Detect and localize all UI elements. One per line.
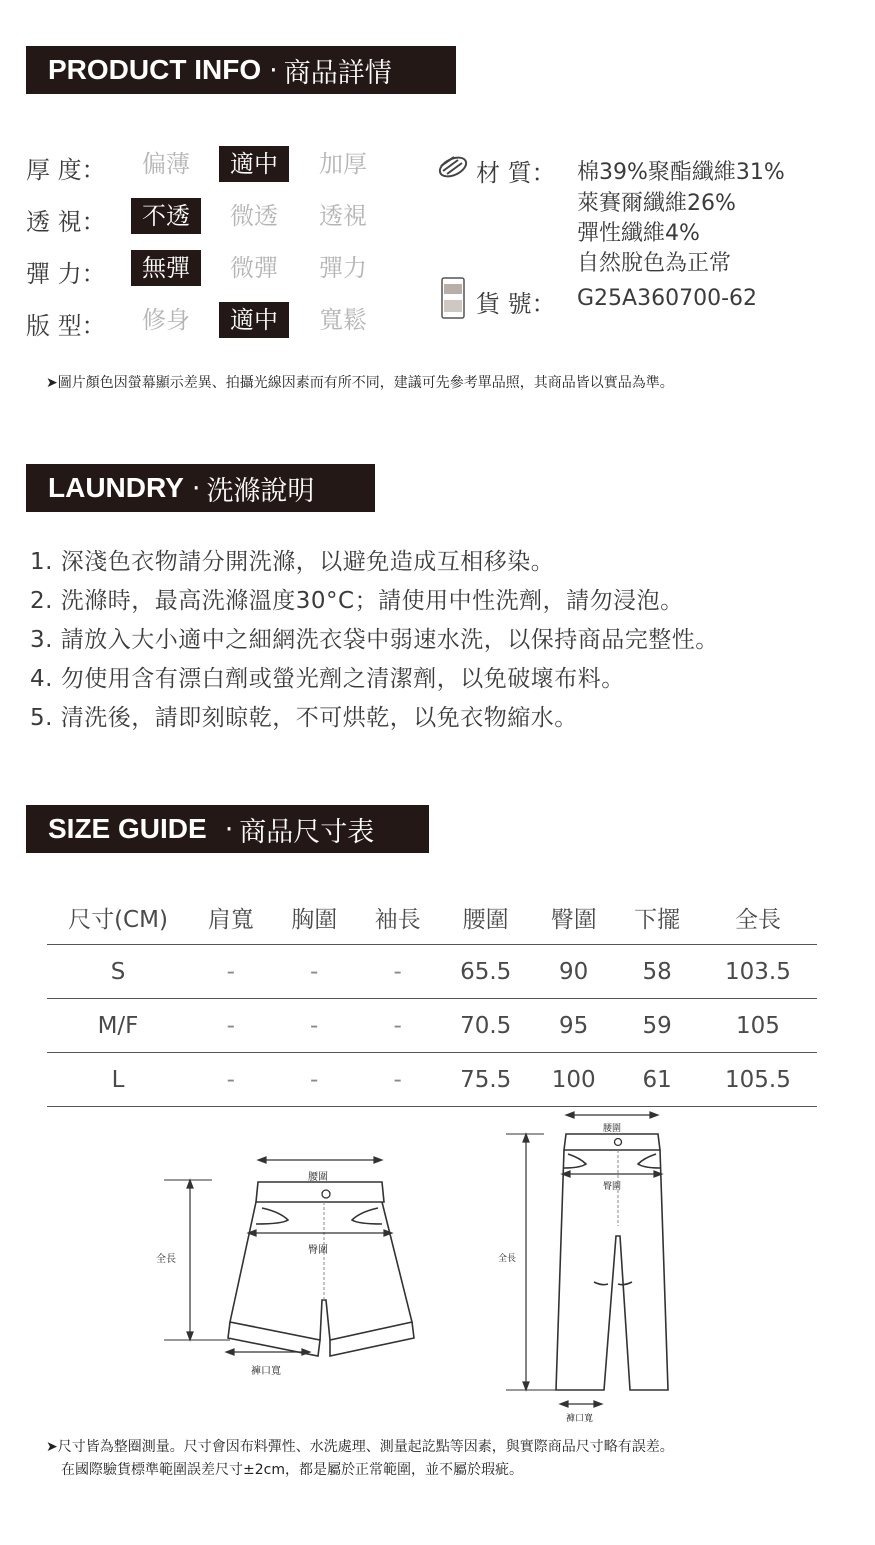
waist-label: 腰圍: [603, 1124, 622, 1134]
footnote-line: ➤尺寸皆為整圈測量。尺寸會因布料彈性、水洗處理、測量起訖點等因素，與實際商品尺寸略有誤差。: [46, 1439, 674, 1455]
section-title-zh: 商品詳情: [283, 57, 392, 89]
section-title-separator: ·: [269, 54, 278, 86]
attribute-label: 版 型：: [26, 312, 106, 340]
size-table: [47, 890, 817, 1107]
attribute-option-selected: 適中: [219, 302, 289, 338]
attribute-option: 加厚: [319, 150, 367, 178]
value-cell: 105: [699, 999, 817, 1053]
value-cell: 70.5: [439, 999, 532, 1053]
attribute-option: 透視: [319, 202, 367, 230]
value-cell: 61: [615, 1053, 698, 1107]
attribute-option-selected: 不透: [131, 198, 201, 234]
value-cell: 59: [615, 999, 698, 1053]
attribute-label: 厚 度：: [26, 156, 106, 184]
value-cell: -: [272, 945, 355, 999]
item-number: G25A360700-62: [577, 286, 758, 311]
shorts-diagram: [150, 1150, 430, 1380]
button-icon: [322, 1190, 330, 1198]
hip-label: 臀圍: [603, 1182, 622, 1192]
size-table-header: [47, 890, 817, 945]
value-cell: 58: [615, 945, 698, 999]
material-line: 自然脫色為正常: [577, 251, 732, 276]
color-disclaimer: ➤圖片顏色因螢幕顯示差異、拍攝光線因素而有所不同，建議可先參考單品照，其商品皆以實品為準。: [46, 375, 674, 391]
section-title-zh: 洗滌說明: [206, 475, 315, 507]
hem-label: 褲口寬: [251, 1366, 281, 1377]
size-footnote: [46, 1436, 674, 1482]
laundry-item: 4. 勿使用含有漂白劑或螢光劑之清潔劑，以免破壞布料。: [30, 666, 625, 692]
pants-diagram: [500, 1106, 690, 1426]
section-title-separator: ·: [224, 813, 234, 845]
attribute-option: 彈力: [319, 254, 367, 282]
attribute-label: 透 視：: [26, 208, 106, 236]
footnote-line: 在國際驗貨標準範圍誤差尺寸±2cm，都是屬於正常範圍，並不屬於瑕疵。: [61, 1462, 523, 1478]
section-title-en: LAUNDRY: [48, 472, 184, 503]
attribute-option: 微彈: [230, 254, 278, 282]
size-cell: M/F: [47, 999, 189, 1053]
laundry-item: 2. 洗滌時，最高洗滌溫度30°C；請使用中性洗劑，請勿浸泡。: [30, 588, 684, 614]
laundry-banner: [26, 464, 375, 512]
size-cell: S: [47, 945, 189, 999]
section-title-en: PRODUCT INFO: [48, 54, 262, 85]
attribute-option: 寬鬆: [319, 306, 367, 334]
hip-label: 臀圍: [308, 1245, 328, 1256]
value-cell: 65.5: [439, 945, 532, 999]
section-title-zh: 商品尺寸表: [239, 816, 375, 848]
table-row: [47, 999, 817, 1053]
section-title-separator: ·: [191, 472, 201, 504]
length-label: 全長: [498, 1254, 517, 1264]
value-cell: 75.5: [439, 1053, 532, 1107]
yarn-spool-icon: [436, 152, 470, 182]
header-cell: 尺寸(CM): [47, 890, 189, 945]
hem-label: 褲口寬: [566, 1414, 594, 1424]
value-cell: -: [272, 1053, 355, 1107]
attribute-option-selected: 無彈: [131, 250, 201, 286]
laundry-instructions: [30, 543, 719, 738]
value-cell: -: [189, 1053, 272, 1107]
button-icon: [615, 1139, 622, 1146]
header-cell: 臀圍: [532, 890, 615, 945]
header-cell: 全長: [699, 890, 817, 945]
value-cell: -: [272, 999, 355, 1053]
material-line: 彈性纖維4%: [577, 221, 700, 246]
header-cell: 腰圍: [439, 890, 532, 945]
waist-label: 腰圍: [308, 1172, 328, 1183]
size-guide-banner: [26, 805, 429, 853]
value-cell: 95: [532, 999, 615, 1053]
value-cell: -: [356, 1053, 439, 1107]
header-cell: 下擺: [615, 890, 698, 945]
size-cell: L: [47, 1053, 189, 1107]
header-cell: 袖長: [356, 890, 439, 945]
material-line: 萊賽爾纖維26%: [577, 191, 736, 216]
value-cell: 90: [532, 945, 615, 999]
table-row: [47, 945, 817, 999]
attribute-option-selected: 適中: [219, 146, 289, 182]
header-cell: 肩寬: [189, 890, 272, 945]
length-label: 全長: [156, 1254, 176, 1265]
tag-icon: [440, 276, 466, 320]
table-row: [47, 1053, 817, 1107]
section-title-en: SIZE GUIDE: [48, 813, 207, 844]
product-info-banner: [26, 46, 456, 94]
material-label: 材 質：: [476, 159, 556, 187]
laundry-item: 3. 請放入大小適中之細網洗衣袋中弱速水洗，以保持商品完整性。: [30, 627, 719, 653]
value-cell: -: [356, 945, 439, 999]
value-cell: 100: [532, 1053, 615, 1107]
header-cell: 胸圍: [272, 890, 355, 945]
attribute-option: 偏薄: [142, 150, 190, 178]
value-cell: -: [189, 945, 272, 999]
value-cell: 103.5: [699, 945, 817, 999]
material-line: 棉39%聚酯纖維31%: [577, 160, 785, 185]
laundry-item: 5. 清洗後，請即刻晾乾，不可烘乾，以免衣物縮水。: [30, 705, 578, 731]
value-cell: -: [189, 999, 272, 1053]
item-number-label: 貨 號：: [476, 290, 556, 318]
value-cell: -: [356, 999, 439, 1053]
attribute-option: 微透: [230, 202, 278, 230]
value-cell: 105.5: [699, 1053, 817, 1107]
attribute-option: 修身: [142, 306, 190, 334]
attribute-label: 彈 力：: [26, 260, 106, 288]
laundry-item: 1. 深淺色衣物請分開洗滌，以避免造成互相移染。: [30, 549, 555, 575]
